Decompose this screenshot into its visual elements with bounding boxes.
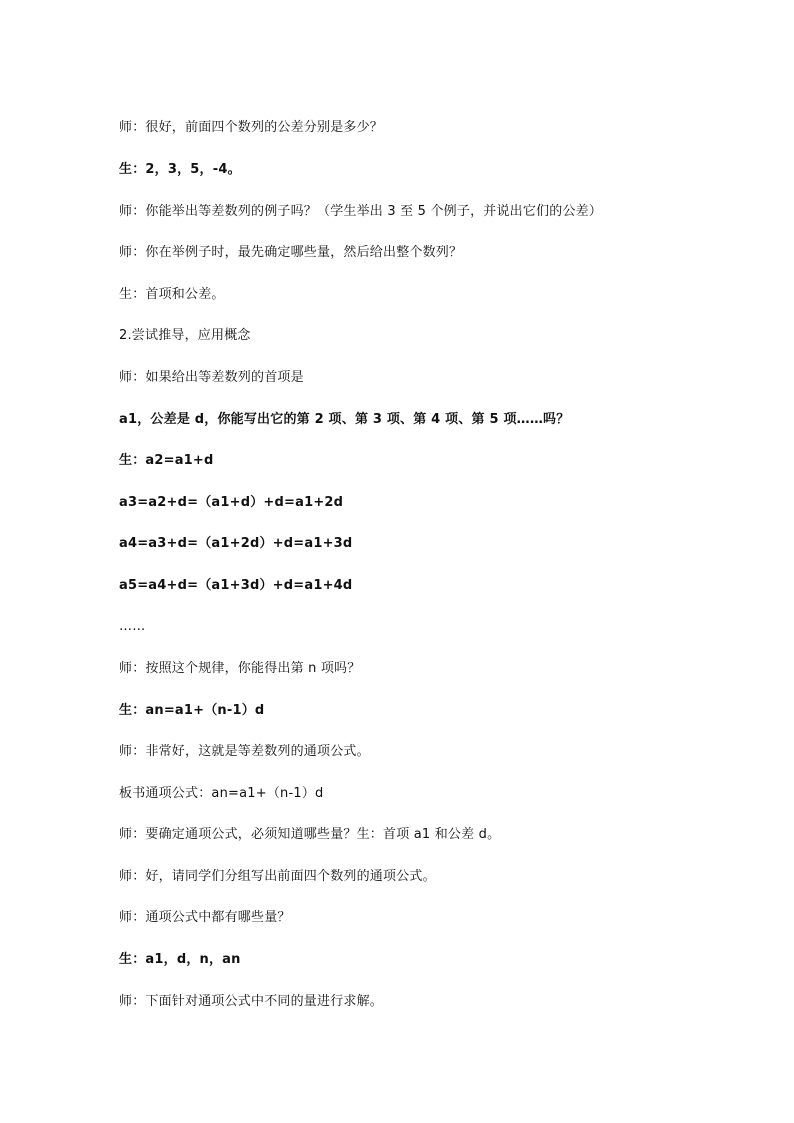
formula-line: a3=a2+d=（a1+d）+d=a1+2d <box>119 495 344 510</box>
dialogue-line: 师：下面针对通项公式中不同的量进行求解。 <box>119 994 384 1009</box>
dialogue-line: 师：按照这个规律，你能得出第 n 项吗？ <box>119 661 361 676</box>
dialogue-line: 生：2，3，5，-4。 <box>119 162 241 177</box>
dialogue-line: 生：a1，d，n，an <box>119 952 241 967</box>
formula-line: 生：a2=a1+d <box>119 453 214 468</box>
formula-line: a4=a3+d=（a1+2d）+d=a1+3d <box>119 536 353 551</box>
dialogue-line: 师：很好，前面四个数列的公差分别是多少？ <box>119 120 384 135</box>
ellipsis-line: …… <box>119 619 146 634</box>
dialogue-line: 师：你在举例子时，最先确定哪些量，然后给出整个数列？ <box>119 245 463 260</box>
dialogue-line: 师：你能举出等差数列的例子吗？（学生举出 3 至 5 个例子，并说出它们的公差） <box>119 204 603 219</box>
section-heading: 2.尝试推导，应用概念 <box>119 328 251 343</box>
dialogue-line: 师：要确定通项公式，必须知道哪些量？生：首项 a1 和公差 d。 <box>119 827 501 842</box>
formula-line: 生：an=a1+（n-1）d <box>119 703 265 718</box>
formula-line: 板书通项公式：an=a1+（n-1）d <box>119 786 324 801</box>
dialogue-line: 师：非常好，这就是等差数列的通项公式。 <box>119 744 370 759</box>
dialogue-line: 生：首项和公差。 <box>119 287 225 302</box>
dialogue-line: 师：好，请同学们分组写出前面四个数列的通项公式。 <box>119 869 436 884</box>
dialogue-line: 师：通项公式中都有哪些量？ <box>119 910 291 925</box>
dialogue-line: 师：如果给出等差数列的首项是 <box>119 370 304 385</box>
formula-line: a5=a4+d=（a1+3d）+d=a1+4d <box>119 578 353 593</box>
dialogue-line: a1，公差是 d，你能写出它的第 2 项、第 3 项、第 4 项、第 5 项……吗？ <box>119 412 570 427</box>
